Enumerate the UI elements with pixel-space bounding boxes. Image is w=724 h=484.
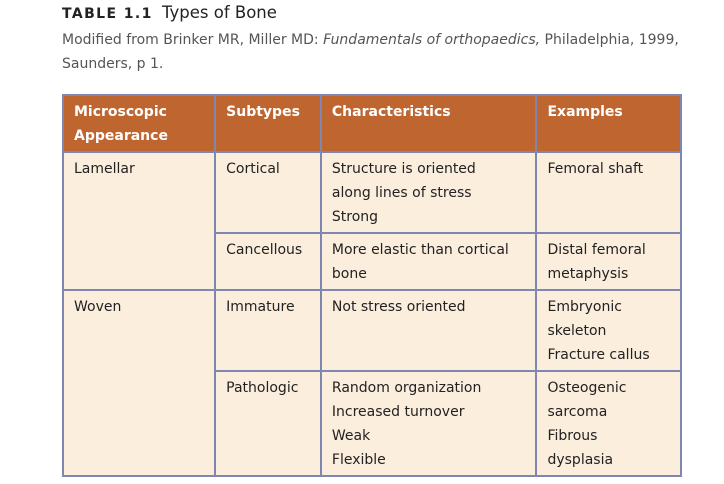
subtype-cell [215,152,321,233]
header-text: Characteristics [331,104,451,120]
characteristics-cell [321,152,537,233]
characteristic-text: Structure is oriented [331,161,476,177]
example-text: Osteogenic [547,380,627,396]
header-text: Examples [547,104,623,120]
source-publisher: Philadelphia, 1999, [540,32,679,48]
example-text: metaphysis [547,266,629,282]
example-text: Distal femoral [547,242,646,258]
characteristic-text: Strong [331,209,379,225]
subtype-cell [215,233,321,290]
characteristics-cell [321,371,537,476]
examples-cell [536,290,681,371]
header-text: Microscopic [74,104,167,120]
characteristic-text: along lines of stress [331,185,472,201]
example-text: skeleton [547,323,607,339]
example-text: Femoral shaft [547,161,644,177]
characteristics-cell [321,290,537,371]
header-text: Subtypes [226,104,300,120]
characteristic-text: Weak [331,428,371,444]
table-caption [62,0,722,76]
header-microscopic-appearance [63,95,215,152]
bone-types-table [62,94,682,477]
appearance-text: Lamellar [74,161,135,177]
subtype-cell [215,371,321,476]
table-name: Types of Bone [161,3,277,22]
subtype-text: Immature [226,299,295,315]
source-pages: Saunders, p 1. [62,56,164,72]
source-prefix: Modified from Brinker MR, Miller MD: [62,32,324,48]
header-subtypes [215,95,321,152]
characteristic-text: More elastic than cortical [331,242,509,258]
source-citation [62,28,722,76]
table-row [63,152,681,233]
characteristics-cell [321,233,537,290]
subtype-text: Pathologic [226,380,299,396]
table-row [63,290,681,371]
characteristic-text: bone [331,266,367,282]
subtype-text: Cortical [226,161,280,177]
appearance-cell [63,152,215,290]
table-number-label: TABLE 1.1 [62,6,153,22]
source-book-title: Fundamentals of orthopaedics, [323,32,541,48]
subtype-text: Cancellous [226,242,303,258]
characteristic-text: Not stress oriented [331,299,466,315]
subtype-cell [215,290,321,371]
examples-cell [536,152,681,233]
header-characteristics [321,95,537,152]
characteristic-text: Increased turnover [331,404,465,420]
example-text: Fibrous [547,428,598,444]
example-text: dysplasia [547,452,614,468]
example-text: Fracture callus [547,347,650,363]
appearance-cell [63,290,215,476]
header-text: Appearance [74,128,168,144]
table-title [62,1,722,26]
appearance-text: Woven [74,299,122,315]
characteristic-text: Flexible [331,452,386,468]
characteristic-text: Random organization [331,380,482,396]
header-row [63,95,681,152]
header-examples [536,95,681,152]
examples-cell [536,371,681,476]
example-text: Embryonic [547,299,622,315]
examples-cell [536,233,681,290]
example-text: sarcoma [547,404,608,420]
